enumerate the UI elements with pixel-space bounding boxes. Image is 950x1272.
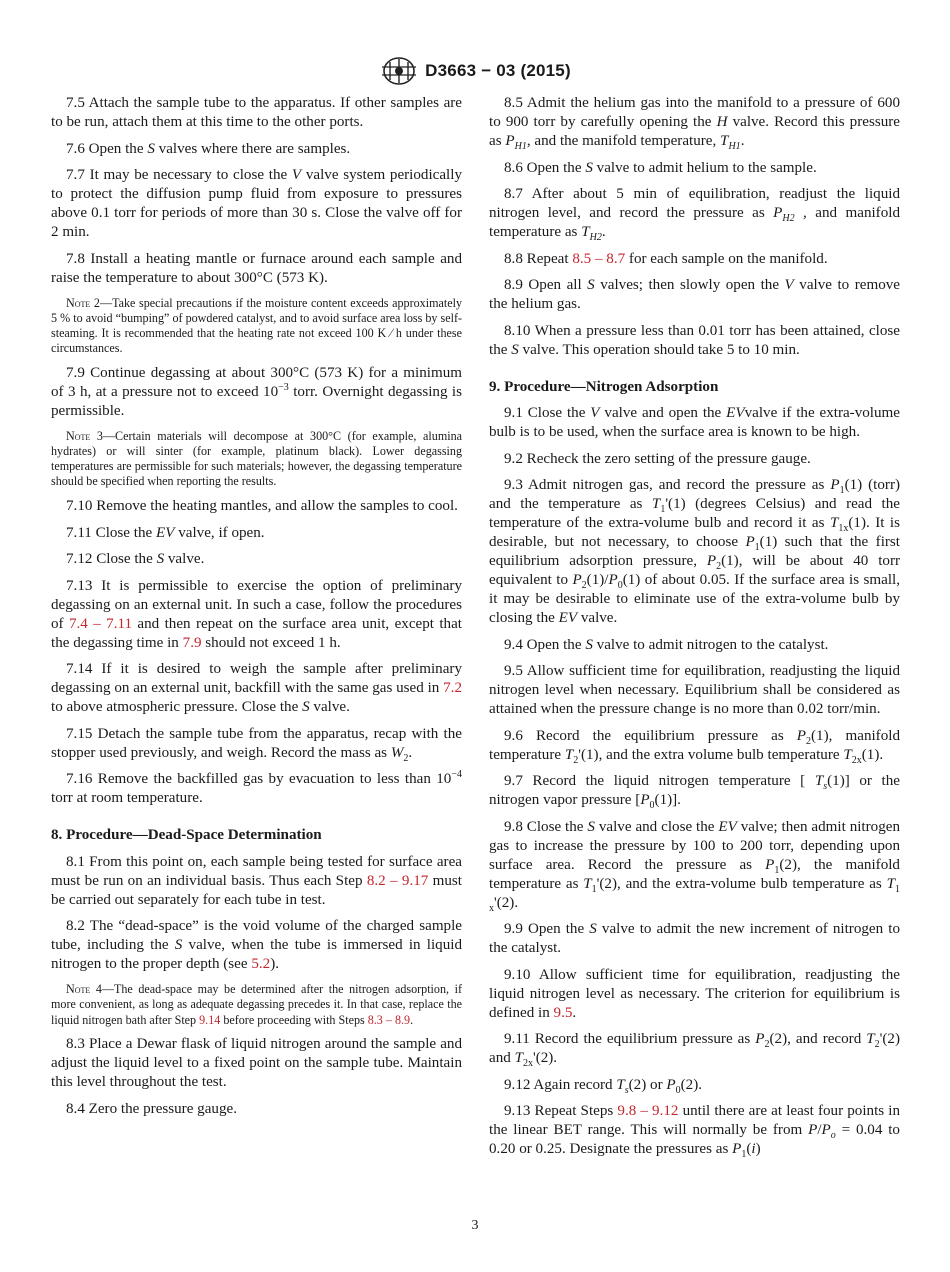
note-2: Note 2—Take special precautions if the moisture content exceeds approximately 5 % to avoid “bumping” of powdered catalyst, and to avoid surface area loss by self-steaming. It is recommended that the heating rate not exceed 100 K ⁄ h under these circumstances. <box>51 295 462 356</box>
para-9-7: 9.7 Record the liquid nitrogen temperature [ $T_s(1)$] or the nitrogen vapor pressure $[P_0(1)]$. <box>489 773 900 812</box>
note-3: Note 3—Certain materials will decompose at 300°C (for example, alumina hydrates) or will sinter (for example, platinum black). Lower degassing temperatures are permissible for such materials; however, the degassing temperature should be specified when reporting the results. <box>51 428 462 489</box>
para-9-3: 9.3 Admit nitrogen gas, and record the pressure as $P_1(1)$ (torr) and the temperature as $T_1'(1)$ (degrees Celsius) and read the temperature of the extra-volume bulb and record it as $T_{1x}(1)$. It is desirable, but not necessary, to choose $P_1(1)$ such that the first equilibrium adsorption pressure, $P_2(1)$, will be about 40 torr equivalent to $P_2(1)/P_0(1)$ of about 0.05. If the surface area is small, it may be desirable to eliminate use of the extra-volume bulb by closing the EV valve. <box>489 477 901 626</box>
para-8-9: 8.9 Open all S valves; then slowly open the V valve to remove the helium gas. <box>489 277 900 312</box>
para-9-4: 9.4 Open the S valve to admit nitrogen to the catalyst. <box>504 636 829 653</box>
right-column <box>489 94 900 1159</box>
para-7-16: 7.16 Remove the backfilled gas by evacuation to less than $10^{-4}$ torr at room temperature. <box>51 769 462 807</box>
page-number: 3 <box>471 1218 479 1233</box>
section-8-heading: 8. Procedure—Dead-Space Determination <box>51 827 322 844</box>
link-9-5[interactable]: 9.5 <box>553 1004 573 1021</box>
para-9-2: 9.2 Recheck the zero setting of the pressure gauge. <box>504 450 811 467</box>
para-7-13: 7.13 It is permissible to exercise the option of preliminary degassing on an external unit. In such a case, follow the procedures of 7.4 – 7.11 and then repeat on the surface area unit, except that the degassing time in 7.9 should not exceed 1 h. <box>51 577 462 651</box>
section-9-heading: 9. Procedure—Nitrogen Adsorption <box>489 378 719 395</box>
para-8-7: 8.7 After about 5 min of equilibration, readjust the liquid nitrogen level, and record the pressure as $P_{H2}$ , and manifold temperature as $T_{H2}$. <box>489 186 900 244</box>
para-8-10: 8.10 When a pressure less than 0.01 torr has been attained, close the S valve. This operation should take 5 to 10 min. <box>489 322 900 358</box>
link-7-4-7-11[interactable]: 7.4 – 7.11 <box>68 615 133 632</box>
link-7-9[interactable]: 7.9 <box>182 634 202 651</box>
note-4: Note 4—The dead-space may be determined after the nitrogen adsorption, if more convenient, as long as adequate degassing precedes it. In that case, replace the liquid nitrogen bath after Step 9.14 before proceeding with Steps 8.3 – 8.9. <box>51 982 462 1027</box>
left-column <box>51 94 462 1119</box>
para-9-9: 9.9 Open the S valve to admit the new increment of nitrogen to the catalyst. <box>489 921 900 956</box>
para-7-7: 7.7 It may be necessary to close the V valve system periodically to protect the diffusion pump fluid from exposure to pressures above 0.1 torr for periods of more than 30 s. Close the valve off for 2 min. <box>51 167 462 240</box>
para-9-12: 9.12 Again record $T_s(2)$ or $P_0(2)$. <box>504 1076 702 1096</box>
para-9-5: 9.5 Allow sufficient time for equilibration, readjusting the liquid nitrogen level when necessary. Equilibrium shall be considered as attained when the pressure change is no more than 0.02 torr/min. <box>489 663 900 717</box>
para-9-13: 9.13 Repeat Steps 9.8 – 9.12 until there are at least four points in the linear BET range. This will normally be from $P/P_o = 0.04$ to 0.20 or 0.25. Designate the pressures as $P_1(i)$ <box>489 1103 900 1161</box>
para-8-1: 8.1 From this point on, each sample being tested for surface area must be run on an individual basis. Thus each Step 8.2 – 9.17 must be carried out separately for each tube in test. <box>51 853 463 908</box>
para-8-4: 8.4 Zero the pressure gauge. <box>66 1100 237 1117</box>
link-8-5-8-7[interactable]: 8.5 – 8.7 <box>572 250 626 267</box>
astm-logo-icon <box>379 56 419 86</box>
para-7-11: 7.11 Close the EV valve, if open. <box>66 524 265 541</box>
para-9-11: 9.11 Record the equilibrium pressure as $P_2(2)$, and record $T_2'(2)$ and $T_{2x}'(2)$. <box>489 1031 900 1070</box>
para-7-15: 7.15 Detach the sample tube from the apparatus, recap with the stopper used previously, and weigh. Record the mass as $W_2$. <box>51 725 462 764</box>
para-8-2: 8.2 The “dead-space” is the void volume of the charged sample tube, including the S valve, when the tube is immersed in liquid nitrogen to the proper depth (see 5.2). <box>51 918 462 973</box>
link-9-14[interactable]: 9.14 <box>199 1012 221 1027</box>
link-5-2[interactable]: 5.2 <box>251 956 271 973</box>
link-9-8-9-12[interactable]: 9.8 – 9.12 <box>617 1103 679 1119</box>
page-header <box>0 54 950 88</box>
para-7-10: 7.10 Remove the heating mantles, and allow the samples to cool. <box>66 498 458 515</box>
link-7-2[interactable]: 7.2 <box>443 680 462 697</box>
document-id: D3663 − 03 (2015) <box>425 61 571 80</box>
para-7-14: 7.14 If it is desired to weigh the sample after preliminary degassing on an external unit, backfill with the same gas used in 7.2 to above atmospheric pressure. Close the S valve. <box>51 661 462 716</box>
para-9-10: 9.10 Allow sufficient time for equilibration, readjusting the liquid nitrogen level as necessary. The criterion for equilibrium is defined in 9.5. <box>489 966 900 1021</box>
para-8-8: 8.8 Repeat 8.5 – 8.7 for each sample on the manifold. <box>504 250 828 267</box>
para-9-8: 9.8 Close the S valve and close the EV valve; then admit nitrogen gas to increase the pressure by 100 to 200 torr, depending upon surface area. Record the pressure as $P_1(2)$, the manifold temperature as $T_1'(2)$, and the extra-volume bulb temperature as $T_{1 x}'(2)$. <box>489 818 900 914</box>
para-9-6: 9.6 Record the equilibrium pressure as $P_2(1)$, manifold temperature $T_2'(1)$, and the extra volume bulb temperature $T_{2x}(1)$. <box>489 727 900 766</box>
para-7-9: 7.9 Continue degassing at about 300°C (573 K) for a minimum of 3 h, at a pressure not to exceed $10^{-3}$ torr. Overnight degassing is permissible. <box>51 364 462 419</box>
link-8-2-9-17[interactable]: 8.2 – 9.17 <box>366 872 429 889</box>
para-7-6: 7.6 Open the S valves where there are samples. <box>66 140 351 157</box>
para-7-8: 7.8 Install a heating mantle or furnace around each sample and raise the temperature to about 300°C (573 K). <box>51 250 462 286</box>
para-7-12: 7.12 Close the S valve. <box>66 551 205 568</box>
link-8-3-8-9[interactable]: 8.3 – 8.9 <box>367 1012 411 1027</box>
para-7-5: 7.5 Attach the sample tube to the apparatus. If other samples are to be run, attach them at this time to the other ports. <box>51 95 462 130</box>
para-8-6: 8.6 Open the S valve to admit helium to the sample. <box>504 159 817 176</box>
para-9-1: 9.1 Close the V valve and open the EVvalve if the extra-volume bulb is to be used, when the surface area is known to be high. <box>489 405 900 440</box>
para-8-5: 8.5 Admit the helium gas into the manifold to a pressure of 600 to 900 torr by carefully opening the H valve. Record this pressure as $P_{H1}$, and the manifold temperature, $T_{H1}$. <box>489 95 900 153</box>
para-8-3: 8.3 Place a Dewar flask of liquid nitrogen around the sample and adjust the liquid level to a fixed point on the sample tube. Maintain this level throughout the test. <box>51 1036 462 1091</box>
